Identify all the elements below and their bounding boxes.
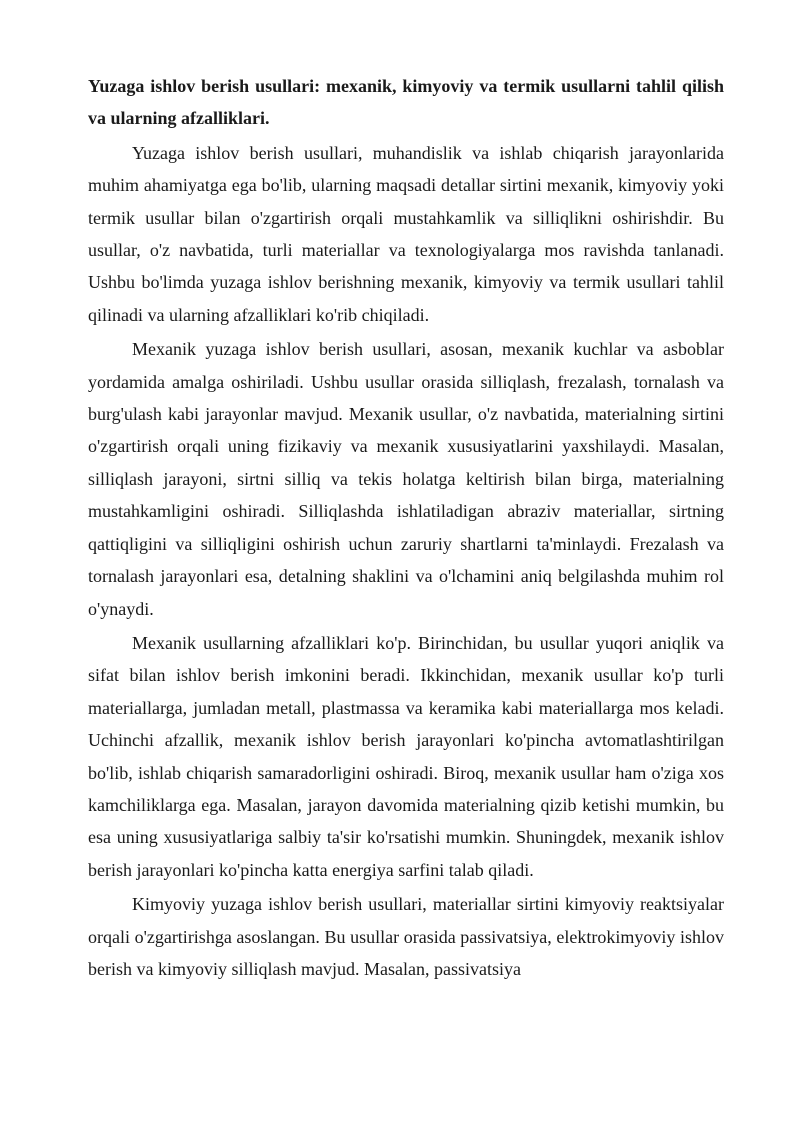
document-page — [88, 70, 724, 987]
document-title: Yuzaga ishlov berish usullari: mexanik, kimyoviy va termik usullarni tahlil qilish va ularning afzalliklari. — [88, 76, 724, 129]
paragraph-chemical-methods: Kimyoviy yuzaga ishlov berish usullari, materiallar sirtini kimyoviy reaktsiyalar orqali o'zgartirishga asoslangan. Bu usullar orasida passivatsiya, elektrokimyoviy ishlov berish va kimyoviy silliqlash mavjud. Masalan, passivatsiya — [88, 894, 724, 979]
paragraph-mechanical-methods: Mexanik yuzaga ishlov berish usullari, asosan, mexanik kuchlar va asboblar yordamida amalga oshiriladi. Ushbu usullar orasida silliqlash, frezalash, tornalash va burg'ulash kabi jarayonlar mavjud. Mexanik usullar, o'z navbatida, materialning sirtini o'zgartirish orqali uning fizikaviy va mexanik xususiyatlarini yaxshilaydi. Masalan, silliqlash jarayoni, sirtni silliq va tekis holatga keltirish bilan birga, materialning mustahkamligini oshiradi. Silliqlashda ishlatiladigan abraziv materiallar, sirtning qattiqligini va silliqligini oshirish uchun zaruriy shartlarni ta'minlaydi. Frezalash va tornalash jarayonlari esa, detalning shaklini va o'lchamini aniq belgilashda muhim rol o'ynaydi. — [88, 339, 724, 619]
paragraph-intro: Yuzaga ishlov berish usullari, muhandislik va ishlab chiqarish jarayonlarida muhim ahamiyatga ega bo'lib, ularning maqsadi detallar sirtini mexanik, kimyoviy yoki termik usullar bilan o'zgartirish orqali mustahkamlik va silliqlikni oshirishdir. Bu usullar, o'z navbatida, turli materiallar va texnologiyalarga mos ravishda tanlanadi. Ushbu bo'limda yuzaga ishlov berishning mexanik, kimyoviy va termik usullari tahlil qilinadi va ularning afzalliklari ko'rib chiqiladi. — [88, 142, 724, 325]
paragraph-mechanical-advantages: Mexanik usullarning afzalliklari ko'p. Birinchidan, bu usullar yuqori aniqlik va sifat bilan ishlov berish imkonini beradi. Ikkinchidan, mexanik usullar ko'p turli materiallarga, jumladan metall, plastmassa va keramika kabi materiallarga mos keladi. Uchinchi afzallik, mexanik ishlov berish jarayonlari ko'pincha avtomatlashtirilgan bo'lib, ishlab chiqarish samaradorligini oshiradi. Biroq, mexanik usullar ham o'ziga xos kamchiliklarga ega. Masalan, jarayon davomida materialning qizib ketishi mumkin, bu esa uning xususiyatlariga salbiy ta'sir ko'rsatishi mumkin. Shuningdek, mexanik ishlov berish jarayonlari ko'pincha katta energiya sarfini talab qiladi. — [88, 632, 724, 880]
